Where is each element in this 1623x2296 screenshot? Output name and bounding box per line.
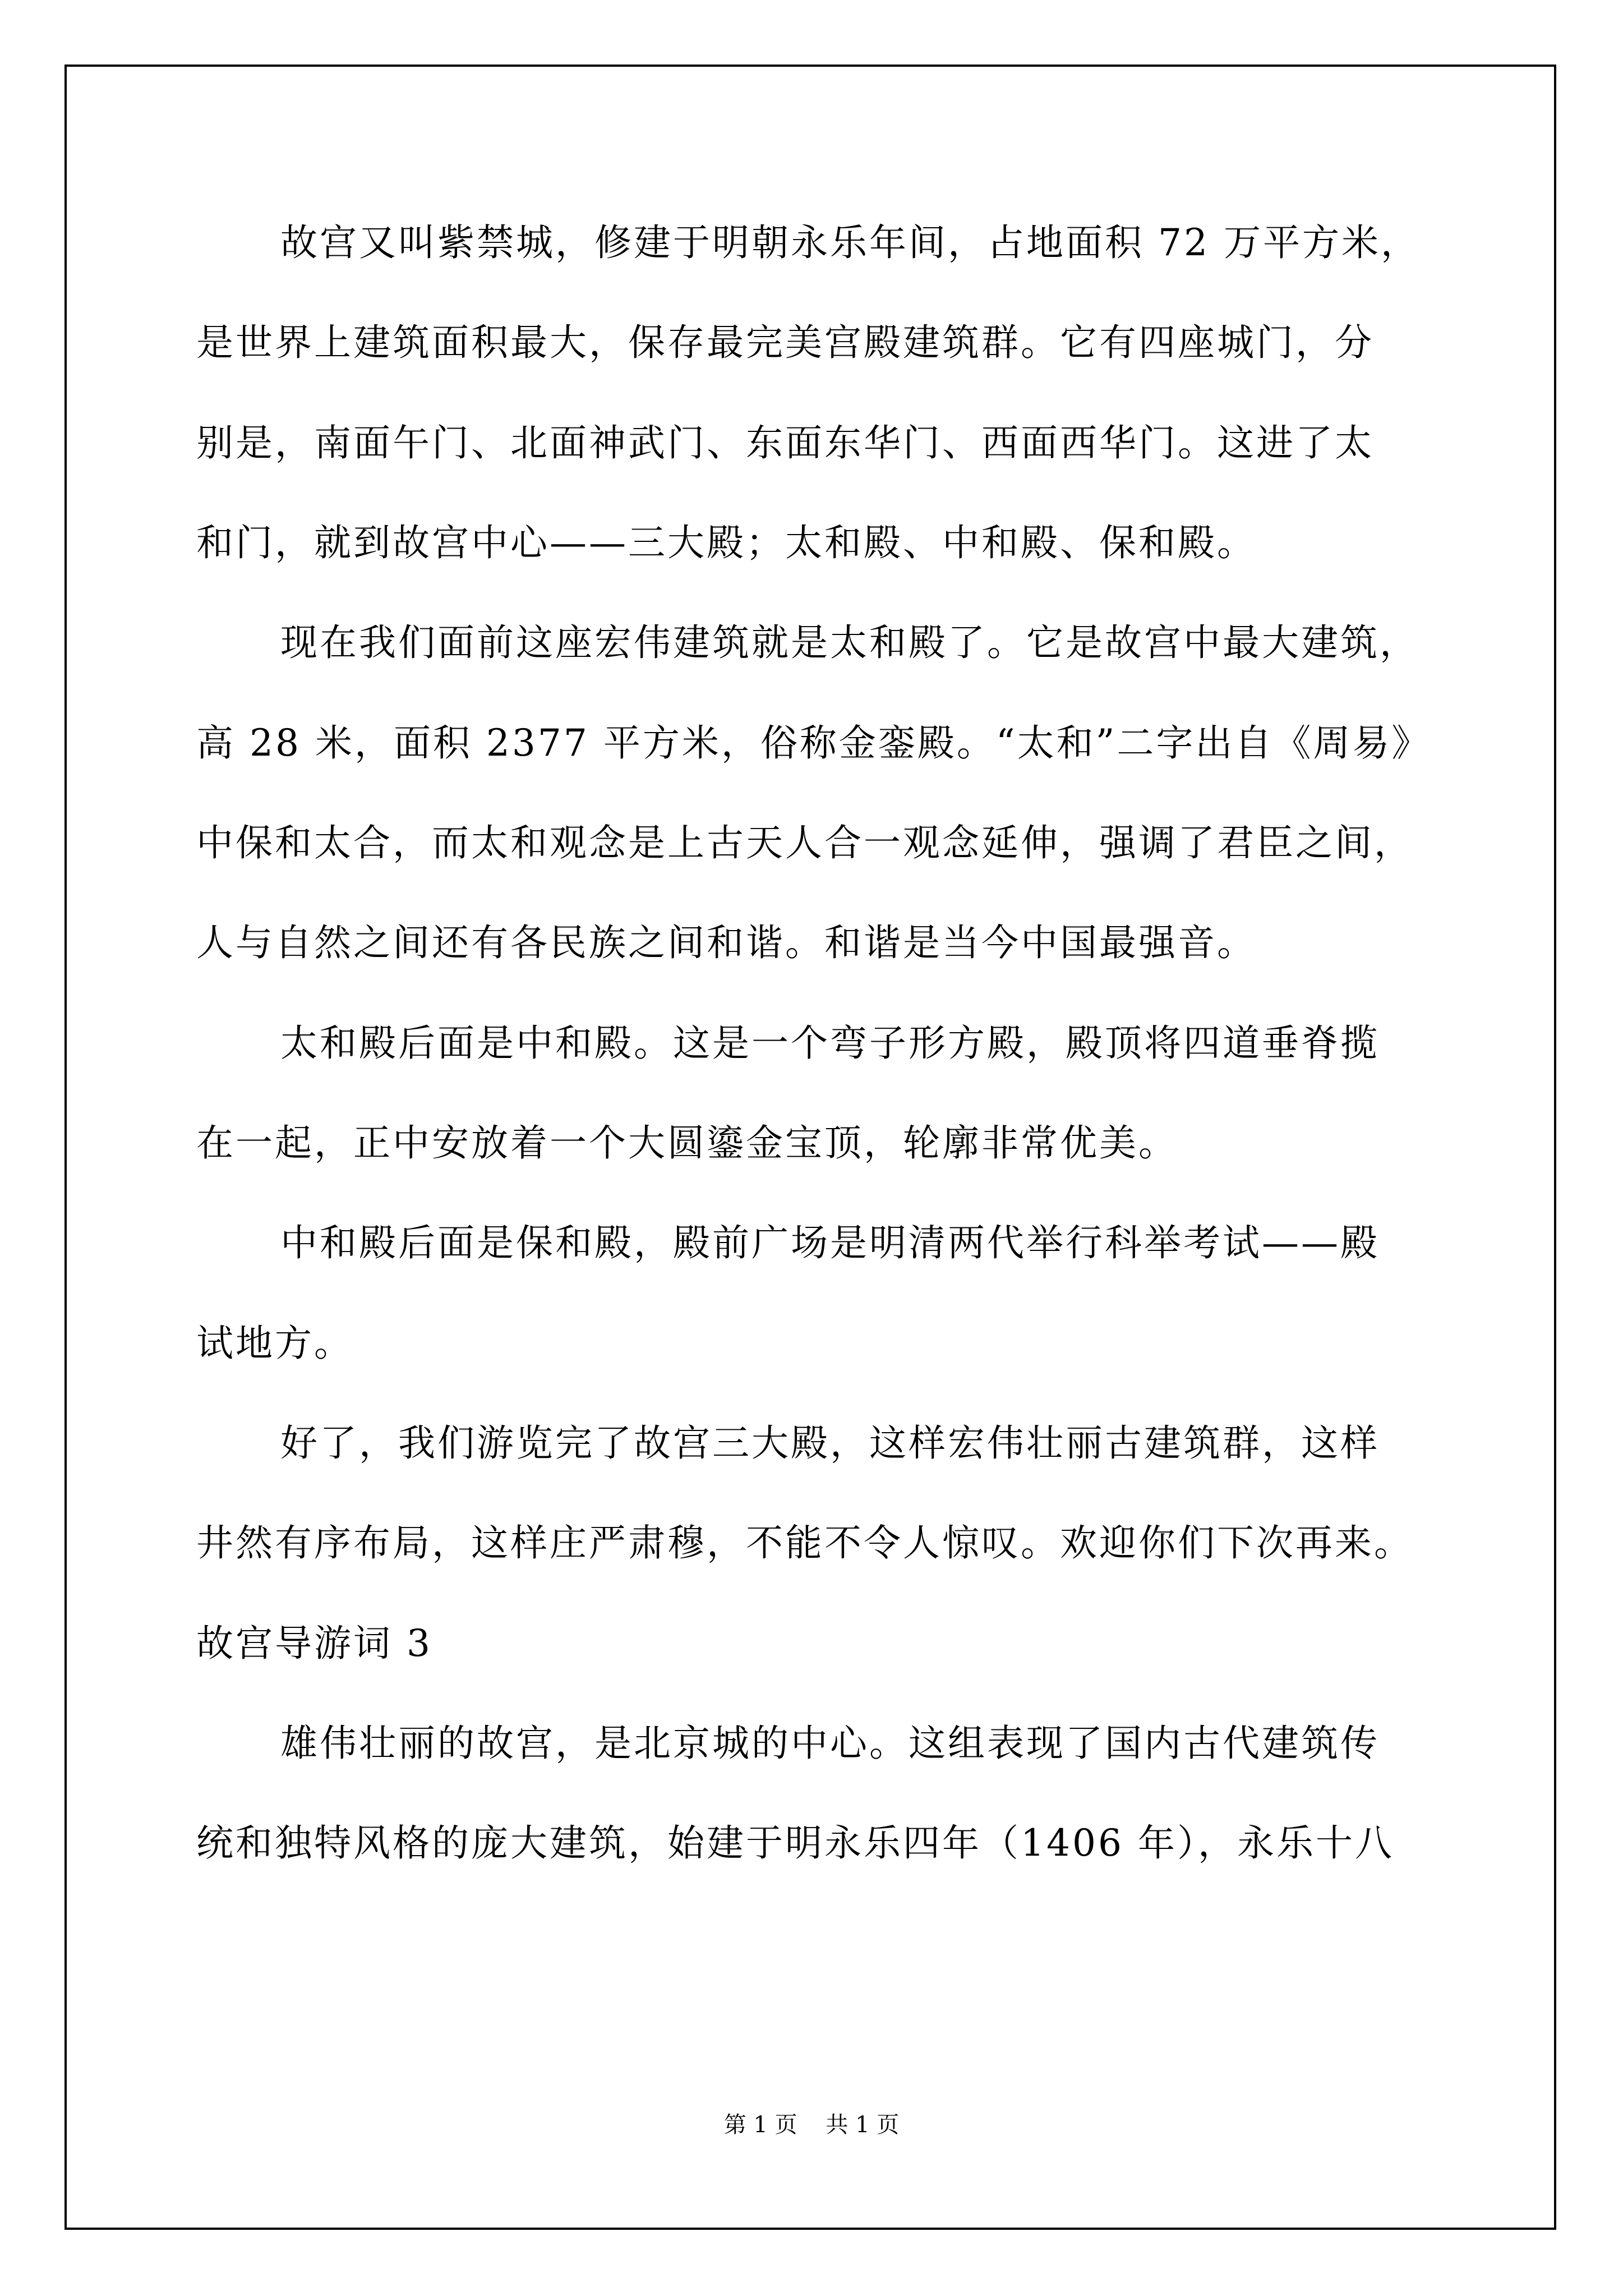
paragraph-line: 试地方。	[196, 1322, 353, 1365]
paragraph-line: 井然有序布局，这样庄严肃穆，不能不令人惊叹。欢迎你们下次再来。	[196, 1521, 1413, 1565]
paragraph-line: 高 28 米，面积 2377 平方米，俗称金銮殿。“太和”二字出自《周易》	[196, 721, 1431, 765]
paragraph-line: 人与自然之间还有各民族之间和谐。和谐是当今中国最强音。	[196, 921, 1256, 964]
paragraph-line: 太和殿后面是中和殿。这是一个弯子形方殿，殿顶将四道垂脊揽	[280, 1022, 1380, 1065]
paragraph-line: 别是，南面午门、北面神武门、东面东华门、西面西华门。这进了太	[196, 421, 1374, 464]
paragraph-line: 好了，我们游览完了故宫三大殿，这样宏伟壮丽古建筑群，这样	[280, 1421, 1380, 1465]
paragraph-line: 和门，就到故宫中心——三大殿；太和殿、中和殿、保和殿。	[196, 521, 1256, 564]
paragraph-line: 是世界上建筑面积最大，保存最完美宫殿建筑群。它有四座城门，分	[196, 321, 1374, 364]
paragraph-line: 故宫又叫紫禁城，修建于明朝永乐年间，占地面积 72 万平方米，	[280, 221, 1420, 264]
paragraph-line: 中和殿后面是保和殿，殿前广场是明清两代举行科举考试——殿	[280, 1221, 1380, 1264]
page-footer: 第 1 页 共 1 页	[723, 2112, 900, 2138]
paragraph-line: 中保和太合，而太和观念是上古天人合一观念延伸，强调了君臣之间，	[196, 821, 1413, 864]
section-heading: 故宫导游词 3	[196, 1622, 432, 1665]
paragraph-line: 在一起，正中安放着一个大圆鎏金宝顶，轮廓非常优美。	[196, 1121, 1178, 1165]
paragraph-line: 统和独特风格的庞大建筑，始建于明永乐四年（1406 年），永乐十八	[196, 1821, 1394, 1865]
paragraph-line: 雄伟壮丽的故宫，是北京城的中心。这组表现了国内古代建筑传	[280, 1722, 1380, 1765]
paragraph-line: 现在我们面前这座宏伟建筑就是太和殿了。它是故宫中最大建筑，	[280, 621, 1419, 664]
